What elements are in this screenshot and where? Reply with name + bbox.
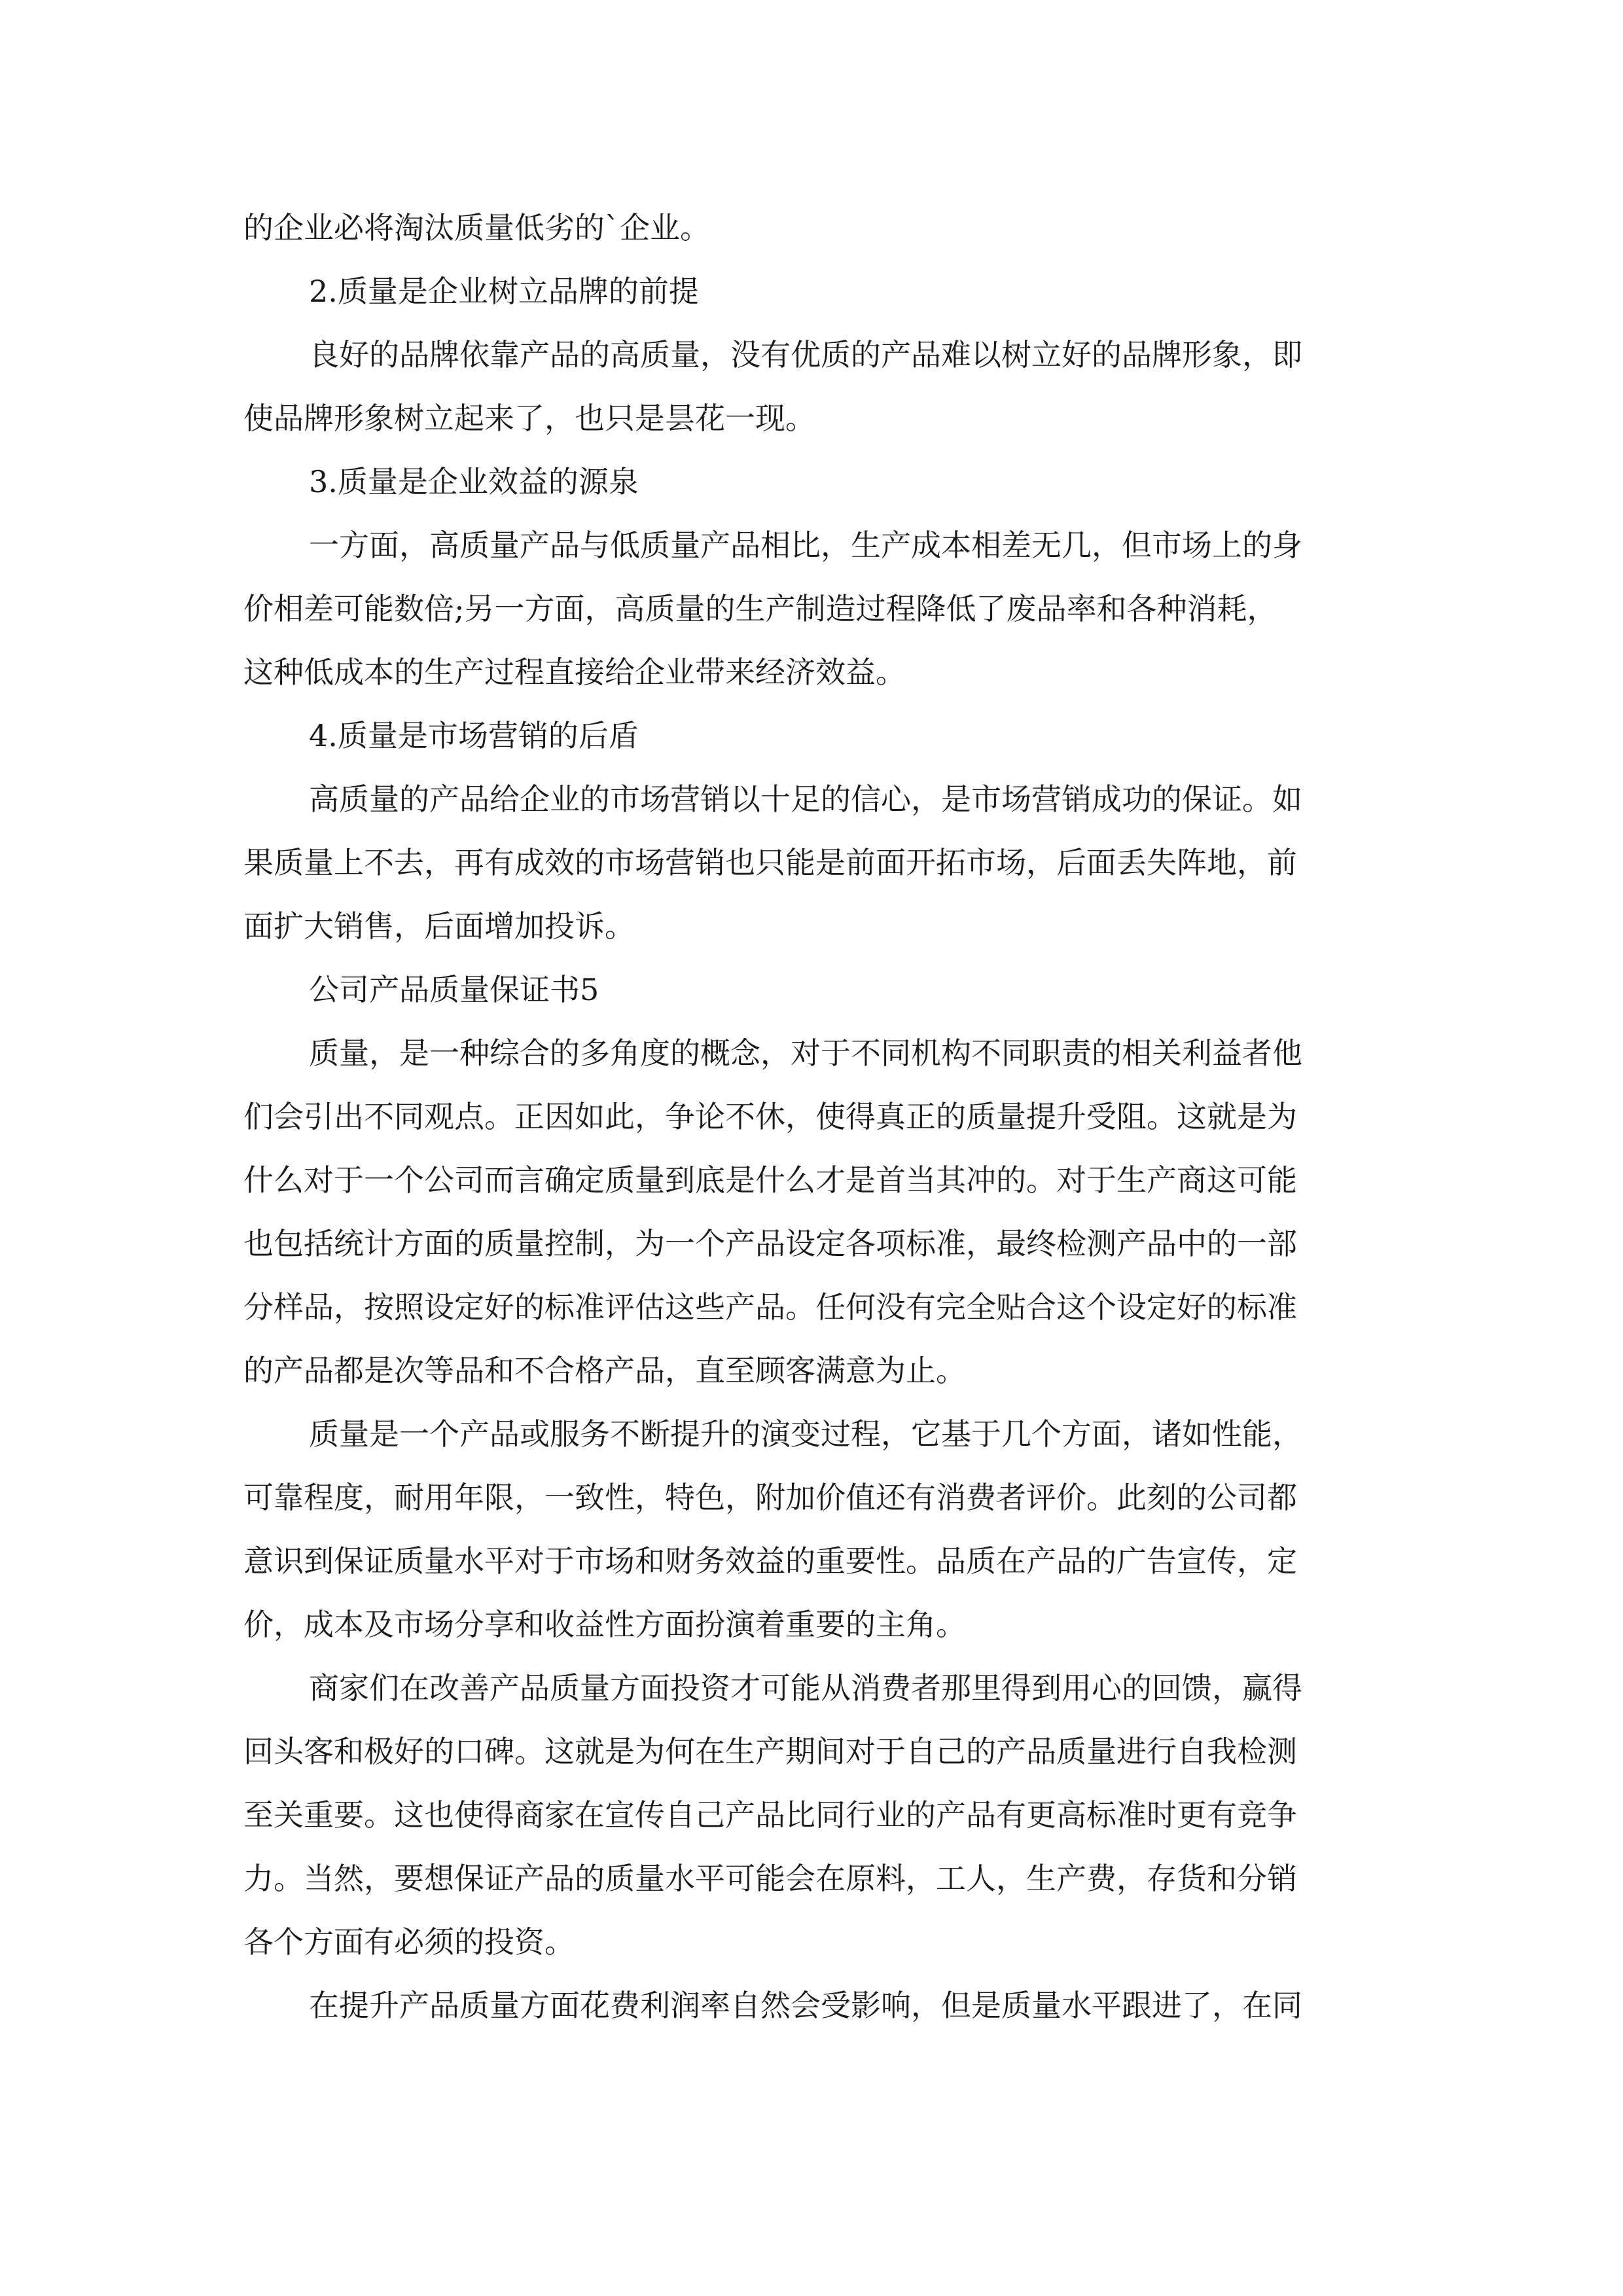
- text-line: 的企业必将淘汰质量低劣的`企业。: [243, 210, 710, 245]
- text-line: 什么对于一个公司而言确定质量到底是什么才是首当其冲的。对于生产商这可能: [243, 1162, 1297, 1198]
- text-line: 果质量上不去，再有成效的市场营销也只能是前面开拓市场，后面丢失阵地，前: [243, 845, 1297, 880]
- text-line: 商家们在改善产品质量方面投资才可能从消费者那里得到用心的回馈，赢得: [309, 1670, 1302, 1706]
- text-line: 一方面，高质量产品与低质量产品相比，生产成本相差无几，但市场上的身: [309, 528, 1302, 563]
- text-line: 力。当然，要想保证产品的质量水平可能会在原料，工人，生产费，存货和分销: [243, 1861, 1297, 1896]
- text-line: 意识到保证质量水平对于市场和财务效益的重要性。品质在产品的广告宣传，定: [243, 1543, 1297, 1579]
- text-line: 价，成本及市场分享和收益性方面扮演着重要的主角。: [243, 1607, 966, 1642]
- text-line: 分样品，按照设定好的标准评估这些产品。任何没有完全贴合这个设定好的标准: [243, 1289, 1297, 1325]
- document-title: 公司产品质量保证书5: [309, 972, 599, 1007]
- text-line: 也包括统计方面的质量控制，为一个产品设定各项标准，最终检测产品中的一部: [243, 1226, 1297, 1261]
- text-line: 高质量的产品给企业的市场营销以十足的信心，是市场营销成功的保证。如: [309, 781, 1302, 817]
- text-line: 可靠程度，耐用年限，一致性，特色，附加价值还有消费者评价。此刻的公司都: [243, 1480, 1297, 1515]
- text-line: 至关重要。这也使得商家在宣传自己产品比同行业的产品有更高标准时更有竞争: [243, 1797, 1297, 1833]
- text-line: 价相差可能数倍;另一方面，高质量的生产制造过程降低了废品率和各种消耗，: [243, 591, 1277, 626]
- text-line: 在提升产品质量方面花费利润率自然会受影响，但是质量水平跟进了，在同: [309, 1988, 1302, 2023]
- document-body: [243, 196, 1382, 2037]
- text-line: 这种低成本的生产过程直接给企业带来经济效益。: [243, 655, 906, 690]
- text-line: 质量，是一种综合的多角度的概念，对于不同机构不同职责的相关利益者他: [309, 1035, 1302, 1071]
- text-line: 回头客和极好的口碑。这就是为何在生产期间对于自己的产品质量进行自我检测: [243, 1734, 1297, 1769]
- text-line: 的产品都是次等品和不合格产品，直至顾客满意为止。: [243, 1353, 966, 1388]
- section-heading: 2.质量是企业树立品牌的前提: [309, 274, 699, 309]
- text-line: 质量是一个产品或服务不断提升的演变过程，它基于几个方面，诸如性能，: [309, 1416, 1302, 1452]
- text-line: 良好的品牌依靠产品的高质量，没有优质的产品难以树立好的品牌形象，即: [309, 337, 1302, 372]
- text-line: 各个方面有必须的投资。: [243, 1924, 575, 1960]
- text-line: 面扩大销售，后面增加投诉。: [243, 908, 635, 944]
- text-line: 使品牌形象树立起来了，也只是昙花一现。: [243, 401, 815, 436]
- text-line: 们会引出不同观点。正因如此，争论不休，使得真正的质量提升受阻。这就是为: [243, 1099, 1297, 1134]
- section-heading: 3.质量是企业效益的源泉: [309, 464, 639, 499]
- section-heading: 4.质量是市场营销的后盾: [309, 718, 639, 753]
